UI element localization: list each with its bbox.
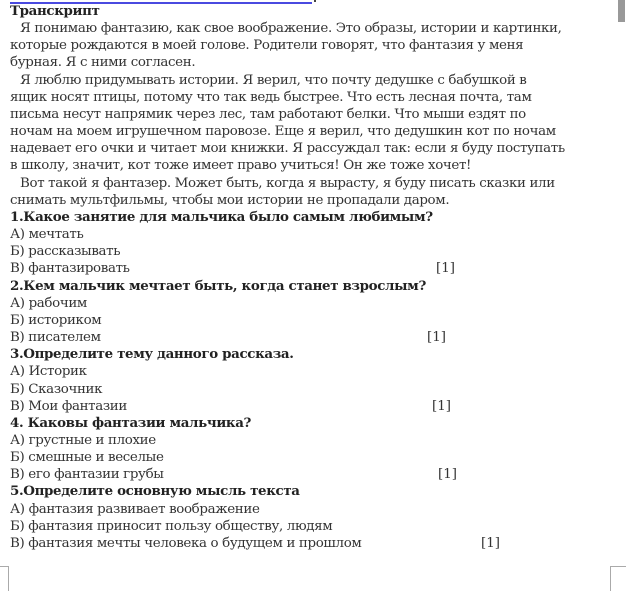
- answer-option: В) его фантазии грубы: [10, 467, 164, 483]
- paragraph-line: Вот такой я фантазер. Может быть, когда я вырасту, я буду писать сказки или: [20, 175, 555, 191]
- answer-option: В) фантазировать: [10, 261, 130, 277]
- score-mark: [1]: [436, 261, 455, 277]
- paragraph-line: Я люблю придумывать истории. Я верил, что почту дедушке с бабушкой в: [20, 72, 527, 88]
- paragraph-line: снимать мультфильмы, чтобы мои истории не пропадали даром.: [10, 192, 450, 208]
- answer-option: Б) смешные и веселые: [10, 450, 164, 466]
- answer-option: Б) Сказочник: [10, 381, 103, 397]
- paragraph-line: письма несут напрямик через лес, там работают белки. Что мыши ездят по: [10, 106, 526, 122]
- question-text: 2.Кем мальчик мечтает быть, когда станет взрослым?: [10, 277, 426, 294]
- document-title: Транскрипт: [10, 3, 100, 19]
- paragraph-line: которые рождаются в моей голове. Родители говорят, что фантазия у меня: [10, 38, 524, 54]
- paragraph-line: ночам на моем игрушечном паровозе. Еще я верил, что дедушкин кот по ночам: [10, 124, 556, 140]
- answer-option: А) рабочим: [10, 295, 87, 311]
- question-text: 5.Определите основную мысль текста: [10, 483, 300, 500]
- scrollbar[interactable]: [618, 0, 625, 22]
- question-text: 3.Определите тему данного рассказа.: [10, 346, 294, 363]
- answer-option: А) мечтать: [10, 227, 84, 243]
- answer-option: А) грустные и плохие: [10, 433, 156, 448]
- question-text: 1.Какое занятие для мальчика было самым любимым?: [10, 208, 433, 225]
- answer-option: В) фантазия мечты человека о будущем и прошлом: [10, 535, 362, 551]
- answer-option: Б) фантазия приносит пользу обществу, людям: [10, 518, 333, 534]
- paragraph-line: надевает его очки и читает мои книжки. Я рассуждал так: если я буду поступать: [10, 141, 565, 157]
- score-mark: [1]: [438, 467, 457, 483]
- score-mark: [1]: [481, 535, 500, 551]
- score-mark: [1]: [427, 330, 446, 346]
- answer-option: Б) рассказывать: [10, 244, 121, 260]
- paragraph-line: в школу, значит, кот тоже имеет право учиться! Он же тоже хочет!: [10, 158, 472, 174]
- page-corner-right: [610, 566, 626, 591]
- answer-option: В) писателем: [10, 330, 101, 346]
- answer-option: А) фантазия развивает воображение: [10, 501, 260, 517]
- link-bracket: [314, 0, 316, 2]
- score-mark: [1]: [432, 398, 451, 414]
- answer-option: В) Мои фантазии: [10, 398, 127, 414]
- paragraph-line: ящик носят птицы, потому что так ведь быстрее. Что есть лесная почта, там: [10, 89, 532, 105]
- answer-option: А) Историк: [10, 364, 87, 380]
- answer-option: Б) историком: [10, 312, 102, 328]
- page-corner-left: [0, 566, 9, 591]
- paragraph-line: бурная. Я с ними согласен.: [10, 55, 196, 71]
- paragraph-line: Я понимаю фантазию, как свое воображение. Это образы, истории и картинки,: [20, 21, 562, 37]
- question-text: 4. Каковы фантазии мальчика?: [10, 414, 252, 431]
